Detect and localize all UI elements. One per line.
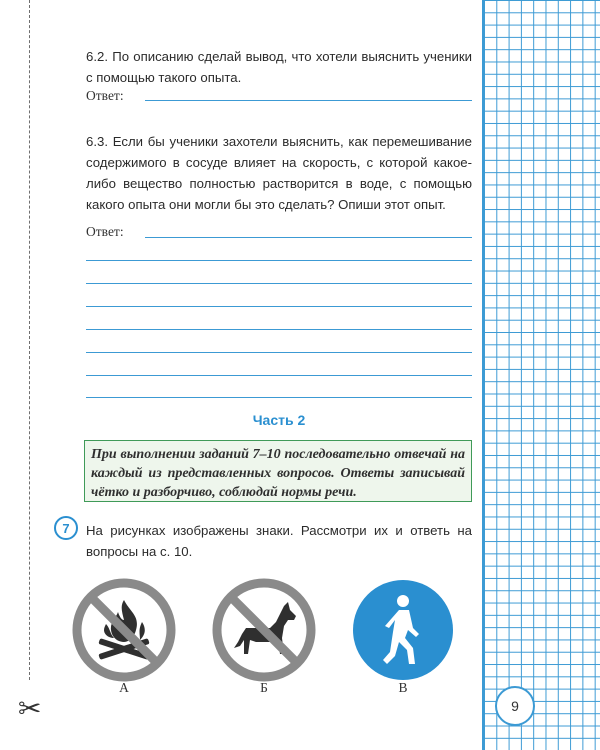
instruction-box: При выполнении заданий 7–10 последовательно отвечай на каждый из представленных вопросов. Ответы записывай чётко и разборчиво, соблюдай нормы речи.	[84, 440, 472, 502]
answer-label-6-2: Ответ:	[86, 88, 124, 103]
sign-a	[70, 576, 178, 684]
answer-line-6-3-5[interactable]	[86, 329, 472, 330]
answer-line-6-3-2[interactable]	[86, 260, 472, 261]
scissors-icon: ✂	[18, 692, 42, 725]
sign-b-label: Б	[260, 680, 268, 695]
grid-margin	[482, 0, 600, 750]
answer-line-6-3-7[interactable]	[86, 375, 472, 376]
page-number: 9	[495, 686, 535, 726]
pedestrian-path-icon	[349, 576, 457, 684]
question-number-badge: 7	[54, 516, 78, 540]
no-dogs-icon	[210, 576, 318, 684]
question-6-2-text: 6.2. По описанию сделай вывод, что хотели выяснить ученики с помощью такого опыта.	[86, 49, 472, 85]
sign-a-label: А	[119, 680, 129, 695]
sign-c-label: В	[398, 680, 408, 695]
question-6-3-text: 6.3. Если бы ученики захотели выяснить, как перемешивание содержимого в сосуде влияет на скорость, с которой какое-либо вещество полностью растворится в воде, с помощью какого опыта они могли бы это сделать? Опиши этот опыт.	[86, 134, 472, 212]
cut-line	[29, 0, 30, 680]
answer-line-6-2[interactable]	[145, 100, 472, 101]
answer-label-6-3: Ответ:	[86, 224, 124, 239]
answer-line-6-3-6[interactable]	[86, 352, 472, 353]
sign-c	[349, 576, 457, 684]
answer-line-6-3-3[interactable]	[86, 283, 472, 284]
answer-line-6-3-1[interactable]	[145, 237, 472, 238]
section-title: Часть 2	[252, 412, 306, 428]
answer-line-6-3-4[interactable]	[86, 306, 472, 307]
no-fire-icon	[70, 576, 178, 684]
sign-b	[210, 576, 318, 684]
question-7-text: На рисунках изображены знаки. Рассмотри их и ответь на вопросы на с. 10.	[86, 523, 472, 559]
answer-line-6-3-8[interactable]	[86, 397, 472, 398]
